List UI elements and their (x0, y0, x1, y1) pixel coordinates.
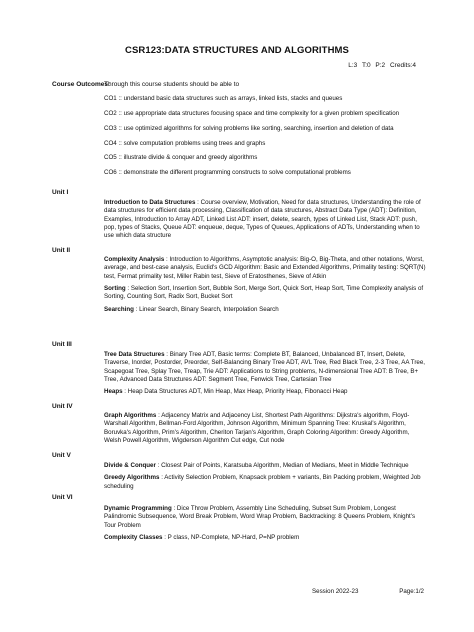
unit-paragraph (104, 306, 426, 314)
unit-3-content (104, 351, 426, 401)
topic-heading: Heaps (104, 388, 123, 396)
topic-text: : Binary Tree ADT, Basic terms: Complete BT, Balanced, Unbalanced BT, Insert, Delete, Traverse, Inorder, Postorder, Preorder, Self-Balancing Binary Tree ADT, AVL Tree, Red Black Tree, 2-3 Tree, AA Tree, Scapegoat Tree, Splay Tree, Treap, Trie ADT: Applications to String problems, N-dimensional Tree ADT: B Tree, B+ Tree, Advanced Data Structures ADT: Segment Tree, Fenwick Tree, Cartesian Tree (104, 351, 425, 384)
unit-3-label: Unit III (52, 341, 72, 348)
course-outcomes-list (104, 95, 420, 184)
topic-text: : Course overview, Motivation, Need for data structures, Understanding the role of data structures for efficient data processing, Classification of data structures, Abstract Data Type (ADT): Definition, Examples, Introduction to Array ADT, Linked List ADT: insert, delete, search, types of Linked List, Stack ADT: push, pop, types of Stacks, Queue ADT: enqueue, deque, Types of Queues, Applications of ADTs, Understanding when to use which data structure (104, 199, 421, 240)
unit-paragraph (104, 351, 426, 384)
topic-heading: Searching (104, 305, 134, 313)
unit-paragraph (104, 199, 426, 241)
topic-text: : Heap Data Structures ADT, Min Heap, Max Heap, Priority Heap, Fibonacci Heap (122, 388, 348, 396)
unit-paragraph (104, 474, 426, 491)
outcome-item: CO1 :: understand basic data structures such as arrays, linked lists, stacks and queues (104, 95, 343, 102)
course-outcomes-intro: Through this course students should be able to (104, 81, 240, 88)
topic-text: : Selection Sort, Insertion Sort, Bubble Sort, Merge Sort, Quick Sort, Heap Sort, Time Complexity analysis of Sorting, Counting Sort, Radix Sort, Bucket Sort (104, 285, 424, 301)
topic-heading: Sorting (104, 285, 126, 293)
topic-heading: Tree Data Structures (104, 351, 165, 358)
unit-paragraph (104, 256, 426, 281)
topic-text: : Adjacency Matrix and Adjacency List, Shortest Path Algorithms: Dijkstra's algorithm, Floyd-Warshall Algorithm, Bellman-Ford Algorithm, Johnson Algorithm, Minimum Spanning Tree: Kruskal's Algorithm, Boruvka's Algorithm, Prim's Algorithm, Cheriton Tarjan's Algorithm, Graph Coloring Algorithm: Greedy Algorithm, Welsh Powell Algorithm, Wigderson Algorithm Cut edge, Cut node (104, 412, 410, 445)
unit-5-content (104, 462, 426, 495)
unit-2-content (104, 256, 426, 318)
topic-text: : Linear Search, Binary Search, Interpolation Search (133, 305, 279, 313)
outcome-item: CO4 :: solve computation problems using trees and graphs (104, 139, 266, 147)
topic-heading: Dynamic Programming (104, 505, 172, 512)
outcome-item: CO5 :: illustrate divide & conquer and greedy algorithms (104, 154, 258, 162)
topic-text: : Activity Selection Problem, Knapsack problem + variants, Bin Packing problem, Weighted Job scheduling (104, 474, 421, 490)
unit-4-label: Unit IV (52, 403, 73, 410)
unit-5-label: Unit V (52, 452, 71, 459)
topic-text: : Dice Throw Problem, Assembly Line Scheduling, Subset Sum Problem, Longest Palindromic Subsequence, Word Break Problem, Word Wrap Problem, Backtracking: 8 Queens Problem, Knight's Tour Problem (104, 505, 416, 529)
topic-heading: Complexity Analysis (104, 256, 165, 263)
topic-heading: Introduction to Data Structures (104, 199, 196, 206)
topic-text: : P class, NP-Complete, NP-Hard, P=NP problem (162, 534, 300, 542)
outcome-item: CO6 :: demonstrate the different programming constructs to solve computational problems (104, 169, 351, 177)
topic-heading: Divide & Conquer (104, 462, 156, 469)
outcome-item: CO2 :: use appropriate data structures focusing space and time complexity for a given problem specification (104, 109, 400, 117)
topic-heading: Complexity Classes (104, 534, 163, 542)
page-number: Page:1/2 (399, 588, 424, 595)
topic-heading: Graph Algorithms (104, 412, 157, 419)
unit-6-content (104, 505, 426, 546)
unit-paragraph (104, 505, 426, 530)
unit-2-label: Unit II (52, 247, 71, 254)
session-label: Session 2022-23 (312, 588, 359, 595)
unit-paragraph (104, 534, 426, 542)
unit-1-content (104, 199, 426, 245)
outcome-item: CO3 :: use optimized algorithms for solving problems like sorting, searching, insertion and deletion of data (104, 124, 394, 132)
unit-6-label: Unit VI (52, 494, 73, 501)
unit-paragraph (104, 462, 426, 470)
topic-heading: Greedy Algorithms (104, 474, 160, 482)
unit-paragraph (104, 388, 426, 396)
topic-text: : Introduction to Algorithms, Asymptotic analysis: Big-O, Big-Theta, and other notations, Worst, average, and best-case analysis, Euclid's GCD Algorithm: Basic and Extended Algorithms, Primality testing: SQRT(N) test, Fermat primality test, Miller Rabin test, Sieve of Eratosthenes, Sieve of Atkin (104, 256, 426, 280)
topic-text: : Closest Pair of Points, Karatsuba Algorithm, Median of Medians, Meet in Middle Technique (155, 462, 409, 469)
unit-1-label: Unit I (52, 189, 69, 196)
course-outcomes-label: Course Outcomes: (52, 81, 111, 88)
course-title: CSR123:DATA STRUCTURES AND ALGORITHMS (125, 45, 349, 56)
unit-4-content (104, 412, 426, 449)
credits-line: L:3 T:0 P:2 Credits:4 (348, 62, 416, 69)
unit-paragraph (104, 412, 426, 445)
unit-paragraph (104, 285, 426, 302)
